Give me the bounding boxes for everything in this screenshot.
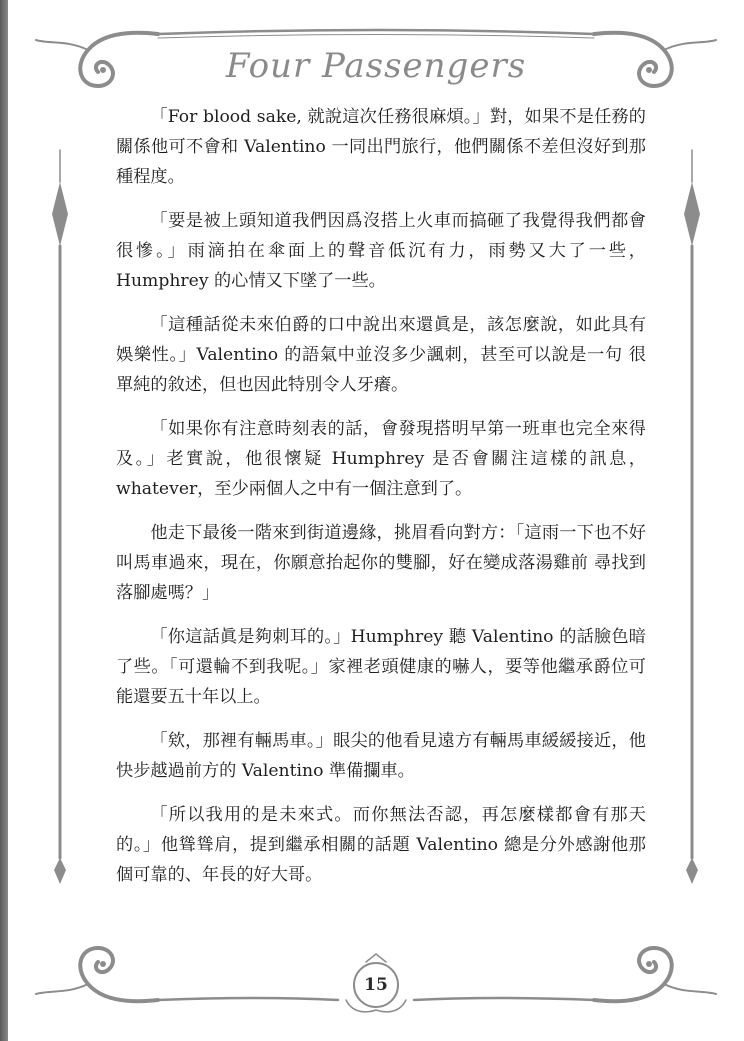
paragraph: 「所以我用的是未來式。而你無法否認，再怎麼樣都會有那天的。」他聳聳肩，提到繼承相關的話題 Valentino 總是分外感謝他那個可靠的、年長的好大哥。 [116,805,646,885]
paragraph: 「如果你有注意時刻表的話，會發現搭明早第一班車也完全來得及。」老實說，他很懷疑 Humphrey 是否會關注這樣的訊息，whatever，至少兩個人之中有一個注意到了。 [116,419,646,499]
page-number: 15 [364,975,388,995]
book-title: Four Passengers [225,46,527,86]
book-page [8,0,744,1041]
corner-scroll-bottom-left [36,948,158,1001]
paragraph: 「欸，那裡有輛馬車。」眼尖的他看見遠方有輛馬車緩緩接近，他快步越過前方的 Valentino 準備攔車。 [116,731,646,781]
paragraph: 他走下最後一階來到街道邊緣，挑眉看向對方：「這雨一下也不好叫馬車過來，現在，你願意抬起你的雙腳，好在變成落湯雞前 尋找到落腳處嗎？」 [116,523,646,603]
paragraph: 「這種話從未來伯爵的口中說出來還眞是，該怎麼說，如此具有娛樂性。」Valentino 的語氣中並沒多少諷刺，甚至可以說是一句 很單純的敘述，但也因此特別令人牙癢。 [116,315,646,395]
right-column-ornament [684,150,700,884]
paragraph: 「For blood sake, 就說這次任務很麻煩。」對，如果不是任務的關係他可不會和 Valentino 一同出門旅行，他們關係不差但沒好到那種程度。 [116,107,646,187]
book-binding-edge [0,0,8,1041]
corner-scroll-bottom-right [594,948,716,1001]
paragraph: 「要是被上頭知道我們因爲沒搭上火車而搞砸了我覺得我們都會很慘。」雨滴拍在傘面上的聲音低沉有力，雨勢又大了一些，Humphrey 的心情又下墜了一些。 [116,211,646,291]
body-text [116,102,646,904]
paragraph: 「你這話眞是夠刺耳的。」Humphrey 聽 Valentino 的話臉色暗了些。「可還輪不到我呢。」家裡老頭健康的嚇人，要等他繼承爵位可能還要五十年以上。 [116,627,646,707]
left-column-ornament [52,150,68,884]
